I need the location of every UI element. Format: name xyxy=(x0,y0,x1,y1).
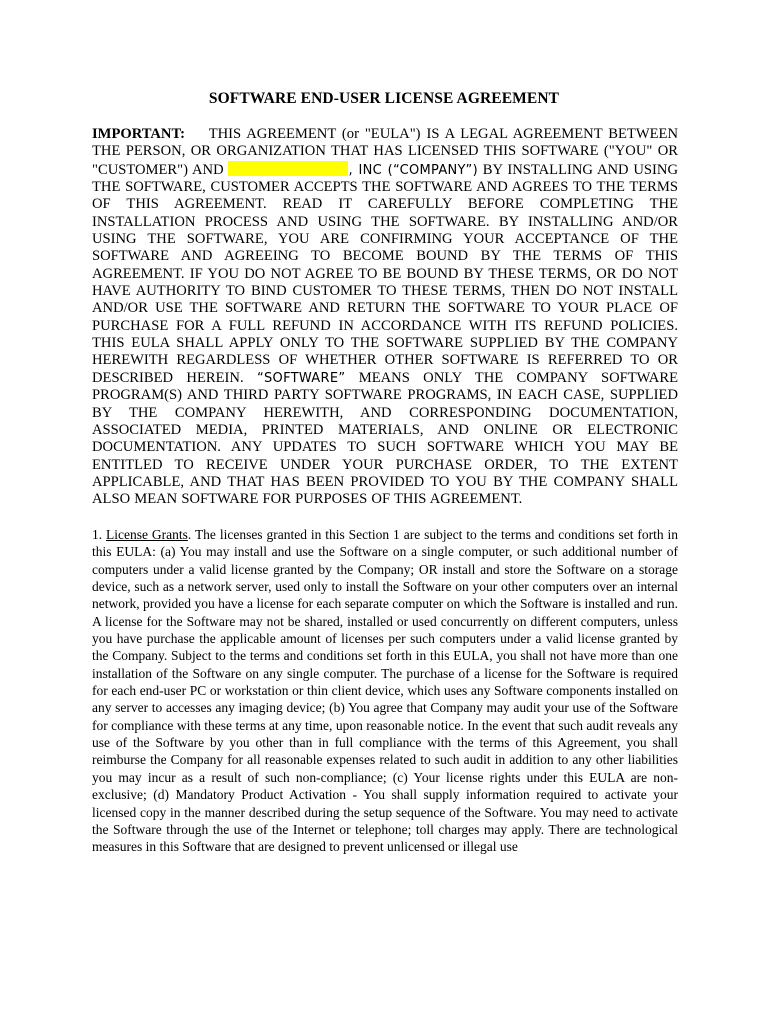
important-label: IMPORTANT: xyxy=(92,126,185,142)
important-text-a: THIS AGREEMENT (or "EULA") IS A LEGAL AGREEMENT BETWEEN THE PERSON, OR ORGANIZATION THAT HAS LICENSED THIS SOFTWARE ("YOU" OR "CUSTOMER") AND xyxy=(92,126,678,178)
section-1-paragraph xyxy=(92,526,678,856)
document-title: SOFTWARE END-USER LICENSE AGREEMENT xyxy=(208,90,560,107)
important-paragraph xyxy=(92,126,678,509)
important-text-c: MEANS ONLY THE COMPANY SOFTWARE PROGRAM(S) AND THIRD PARTY SOFTWARE PROGRAMS, IN EACH CASE, SUPPLIED BY THE COMPANY HEREWITH, AND CORRESPONDING DOCUMENTATION, ASSOCIATED MEDIA, PRINTED MATERIALS, AND ONLINE OR ELECTRONIC DOCUMENTATION. ANY UPDATES TO SUCH SOFTWARE WHICH YOU MAY BE ENTITLED TO RECEIVE UNDER YOUR PURCHASE ORDER, TO THE EXTENT APPLICABLE, AND THAT HAS BEEN PROVIDED TO YOU BY THE COMPANY SHALL ALSO MEAN SOFTWARE FOR PURPOSES OF THIS AGREEMENT. xyxy=(92,369,678,508)
section-1-heading: License Grants xyxy=(106,527,188,542)
section-1-number: 1. xyxy=(92,527,107,542)
company-suffix: , INC (“COMPANY”) xyxy=(348,162,478,178)
company-name-blank-highlight xyxy=(228,161,348,176)
section-1-text: . The licenses granted in this Section 1 are subject to the terms and conditions set forth in this EULA: (a) You may install and use the Software on a single computer, or such additional number of computers under a valid license granted by the Company; OR install and store the Software on a storage device, such as a network server, used only to install the Software on your other computers over an internal network, provided you have a license for each separate computer on which the Software is installed and run. A license for the Software may not be shared, installed or used concurrently on different computers, unless you have purchase the applicable amount of licenses per such computers under a valid license granted by the Company. Subject to the terms and conditions set forth in this EULA, you shall not have more than one installation of the Software on any single computer. The purchase of a license for the Software is required for each end-user PC or workstation or thin client device, which uses any Software components installed on any server to accesses any imaging device; (b) You agree that Company may audit your use of the Software for compliance with these terms at any time, upon reasonable notice. In the event that such audit reveals any use of the Software by you other than in full compliance with the terms of this Agreement, you shall reimburse the Company for all reasonable expenses related to such audit in addition to any other liabilities you may incur as a result of such non-compliance; (c) Your license rights under this EULA are non-exclusive; (d) Mandatory Product Activation - You shall supply information required to activate your licensed copy in the manner described during the setup sequence of the Software. You may need to activate the Software through the use of the Internet or telephone; toll charges may apply. There are technological measures in this Software that are designed to prevent unlicensed or illegal use xyxy=(92,527,678,855)
important-text-b: BY INSTALLING AND USING THE SOFTWARE, CUSTOMER ACCEPTS THE SOFTWARE AND AGREES TO THE TERMS OF THIS AGREEMENT. READ IT CAREFULLY BEFORE COMPLETING THE INSTALLATION PROCESS AND USING THE SOFTWARE. BY INSTALLING AND/OR USING THE SOFTWARE, YOU ARE CONFIRMING YOUR ACCEPTANCE OF THE SOFTWARE AND AGREEING TO BECOME BOUND BY THE TERMS OF THIS AGREEMENT. IF YOU DO NOT AGREE TO BE BOUND BY THESE TERMS, OR DO NOT HAVE AUTHORITY TO BIND CUSTOMER TO THESE TERMS, THEN DO NOT INSTALL AND/OR USE THE SOFTWARE AND RETURN THE SOFTWARE TO YOUR PLACE OF PURCHASE FOR A FULL REFUND IN ACCORDANCE WITH ITS REFUND POLICIES. THIS EULA SHALL APPLY ONLY TO THE SOFTWARE SUPPLIED BY THE COMPANY HEREWITH REGARDLESS OF WHETHER OTHER SOFTWARE IS REFERRED TO OR DESCRIBED HEREIN. xyxy=(92,161,678,386)
software-quote: “SOFTWARE” xyxy=(256,370,346,386)
